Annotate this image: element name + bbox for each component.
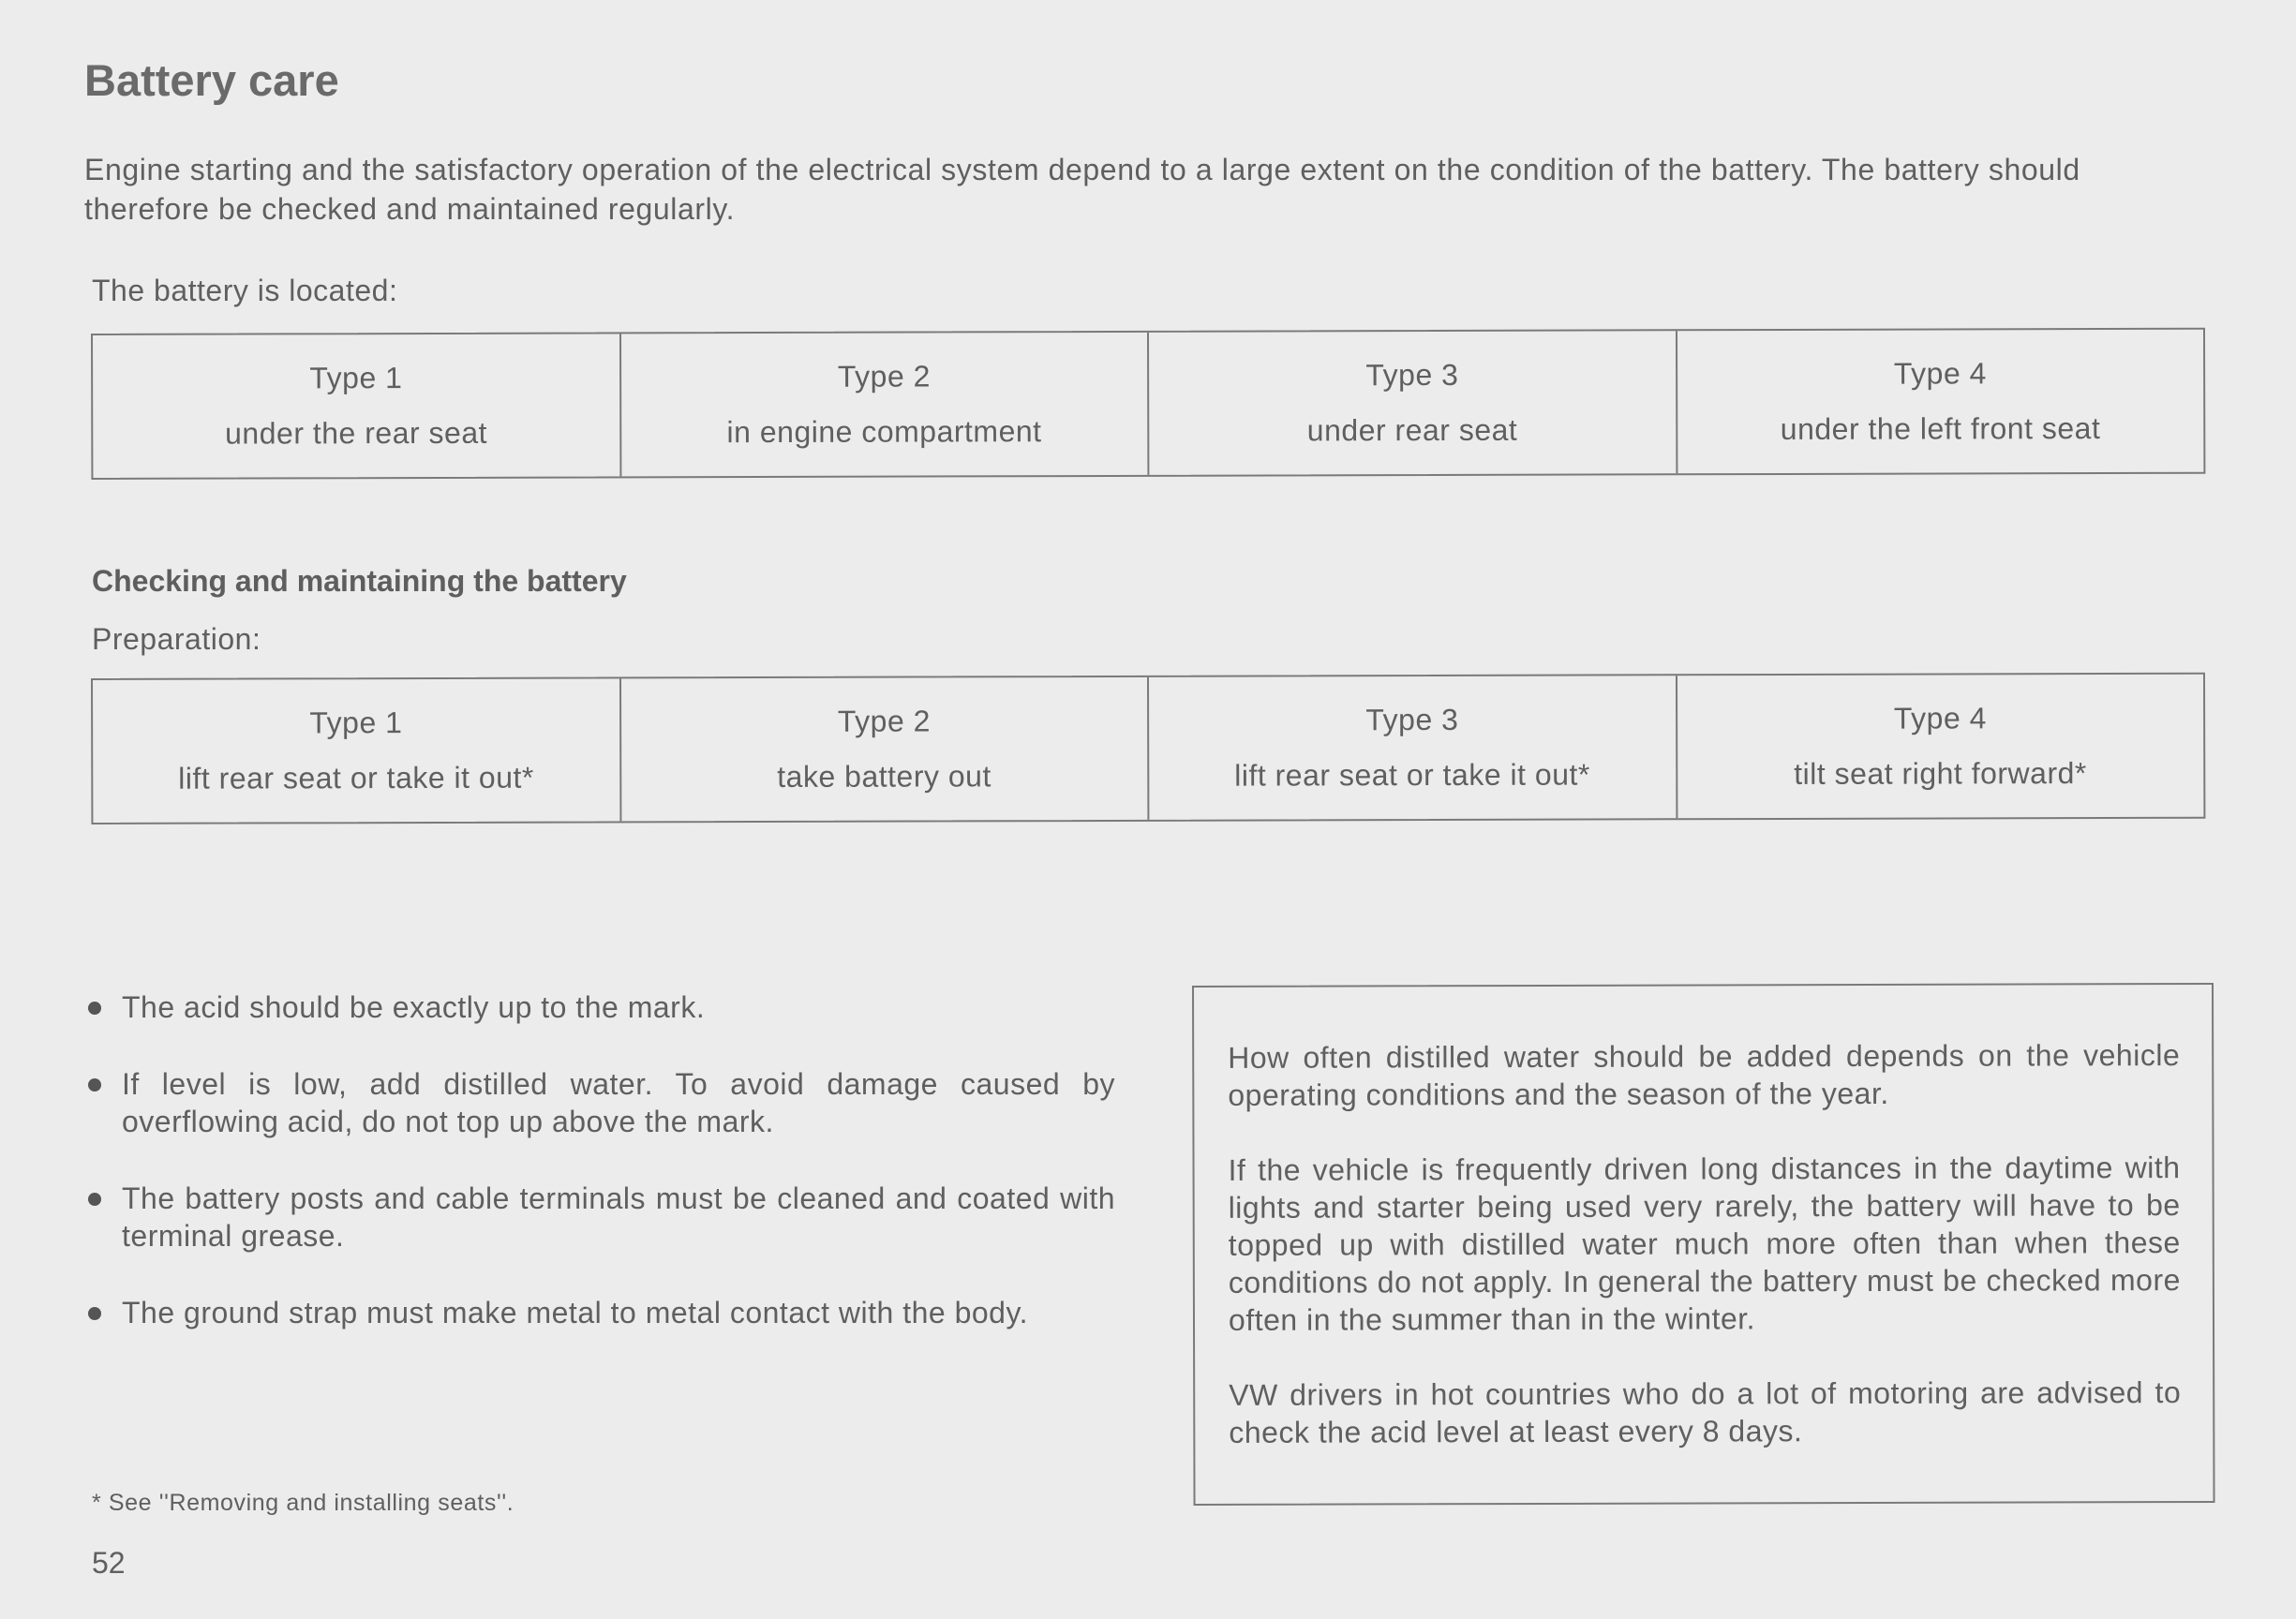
preparation-cell-type-1 bbox=[93, 678, 621, 823]
note-paragraph: How often distilled water should be added depends on the vehicle operating conditions and the season of the year. bbox=[1228, 1038, 2181, 1112]
bullet-text: The acid should be exactly up to the mark. bbox=[122, 990, 706, 1024]
bullet-icon bbox=[88, 1193, 101, 1206]
intro-paragraph: Engine starting and the satisfactory operation of the electrical system depend to a large extent on the condition of the battery. The battery should therefore be checked and maintained regularly. bbox=[84, 153, 2080, 226]
preparation-text: tilt seat right forward* bbox=[1794, 756, 2087, 791]
location-text: in engine compartment bbox=[726, 414, 1042, 450]
location-text: under the left front seat bbox=[1780, 411, 2101, 446]
preparation-cell-type-2 bbox=[621, 677, 1150, 822]
page-title: Battery care bbox=[84, 55, 339, 105]
preparation-table bbox=[91, 673, 2205, 824]
location-text: under the rear seat bbox=[225, 415, 488, 451]
type-label: Type 4 bbox=[1893, 356, 1987, 391]
location-label: The battery is located: bbox=[92, 274, 398, 307]
maintenance-bullet-list bbox=[84, 988, 1115, 1371]
list-item bbox=[84, 1065, 1115, 1140]
list-item bbox=[84, 1180, 1115, 1255]
battery-location-table bbox=[91, 328, 2205, 480]
bullet-text: The ground strap must make metal to metal contact with the body. bbox=[122, 1296, 1028, 1329]
page-number: 52 bbox=[92, 1546, 126, 1580]
bullet-text: If level is low, add distilled water. To avoid damage caused by overflowing acid, do not top up above the mark. bbox=[122, 1067, 1115, 1138]
bullet-icon bbox=[88, 1307, 101, 1320]
type-label: Type 2 bbox=[837, 359, 931, 394]
type-label: Type 1 bbox=[309, 361, 403, 395]
list-item bbox=[84, 1294, 1115, 1331]
preparation-cell-type-3 bbox=[1149, 676, 1677, 820]
preparation-cell-type-4 bbox=[1677, 675, 2203, 819]
bullet-icon bbox=[88, 1002, 101, 1015]
bullet-icon bbox=[88, 1078, 101, 1092]
preparation-text: take battery out bbox=[777, 759, 991, 794]
location-cell-type-2 bbox=[621, 333, 1150, 477]
location-text: under rear seat bbox=[1306, 412, 1518, 448]
bullet-text: The battery posts and cable terminals must be cleaned and coated with terminal grease. bbox=[122, 1181, 1115, 1253]
footnote: * See ''Removing and installing seats''. bbox=[92, 1490, 514, 1516]
type-label: Type 2 bbox=[837, 704, 931, 738]
location-cell-type-1 bbox=[93, 334, 621, 478]
type-label: Type 4 bbox=[1893, 701, 1987, 735]
distilled-water-note-box bbox=[1192, 983, 2215, 1506]
location-cell-type-4 bbox=[1677, 330, 2203, 474]
note-paragraph: If the vehicle is frequently driven long distances in the daytime with lights and starter being used very rarely, the battery will have to be topped up with distilled water much more often than when these conditions do not apply. In general the battery must be checked more often in the summer than in the winter. bbox=[1228, 1151, 2181, 1337]
type-label: Type 3 bbox=[1365, 357, 1459, 393]
type-label: Type 3 bbox=[1365, 702, 1459, 737]
checking-heading: Checking and maintaining the battery bbox=[92, 564, 627, 598]
preparation-text: lift rear seat or take it out* bbox=[178, 760, 534, 795]
note-paragraph: VW drivers in hot countries who do a lot of motoring are advised to check the acid level at least every 8 days. bbox=[1229, 1375, 2182, 1449]
type-label: Type 1 bbox=[309, 706, 403, 740]
preparation-label: Preparation: bbox=[92, 622, 261, 656]
preparation-text: lift rear seat or take it out* bbox=[1234, 757, 1590, 793]
location-cell-type-3 bbox=[1149, 331, 1677, 475]
list-item bbox=[84, 988, 1115, 1026]
